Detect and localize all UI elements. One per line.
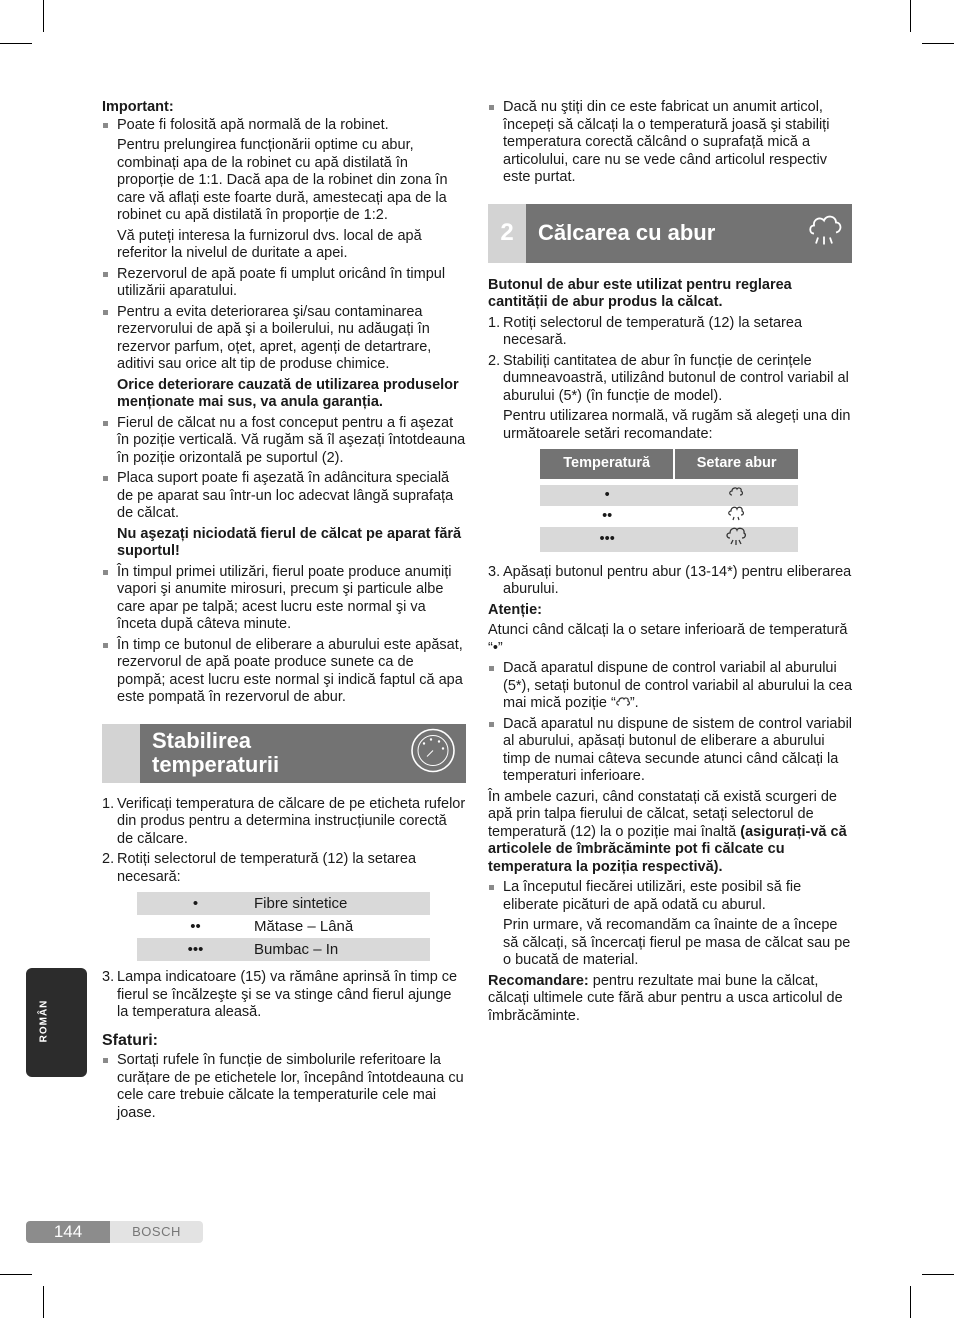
bullet-first-use: În timpul primei utilizări, fierul poate produce anumiți vapori şi anumite mirosuri, precum şi particule albe care apar pe talpă; acest lucru este normal şi va înceta după câteva minute. bbox=[102, 564, 466, 634]
step-3-press-steam: 3. Apăsați butonul pentru abur (13-14*) pentru eliberarea aburului. bbox=[488, 563, 852, 597]
temp-dots: •• bbox=[602, 507, 613, 524]
temp-dots: ••• bbox=[540, 527, 674, 552]
bullet-variable-control: Dacă aparatul dispune de control variabil al aburului (5*), setați butonul de control variabil al aburului la cea mai mică poziție “ ”. bbox=[488, 660, 852, 713]
bullet-no-chemicals: Pentru a evita deteriorarea şi/sau contaminarea rezervorului de apă şi a boilerului, nu adăugați în rezervor parfum, oțet, apret, agenți de detartrare, aditivi sau orice alt tip de produse chimice. bbox=[102, 304, 466, 374]
step-1-rotate-selector: 1. Rotiți selectorul de temperatură (12) la setarea necesară. bbox=[488, 314, 803, 348]
table-row bbox=[137, 892, 430, 915]
crop-mark bbox=[0, 1274, 32, 1275]
recommendation: Recomandare: pentru rezultate mai bune la călcat, călcați ultimele cute fără abur pentru a usca articolul de îmbrăcăminte. bbox=[488, 972, 843, 1024]
column-header-temperature: Temperatură bbox=[540, 449, 674, 479]
bullet-tap-water: Poate fi folosită apă normală de la robinet. bbox=[102, 117, 466, 135]
section-number: 2 bbox=[488, 204, 526, 263]
temp-dots: •• bbox=[190, 917, 201, 935]
crop-mark bbox=[43, 0, 44, 32]
brand-name: BOSCH bbox=[110, 1221, 203, 1243]
table-row bbox=[540, 506, 798, 527]
language-tab bbox=[26, 968, 87, 1077]
table-row bbox=[540, 485, 798, 506]
section-header-temperature bbox=[102, 724, 466, 783]
language-label: ROMÂN bbox=[38, 999, 50, 1043]
crop-mark bbox=[43, 1286, 44, 1318]
page-footer bbox=[26, 1221, 203, 1243]
crop-mark bbox=[0, 43, 32, 44]
bullet-horizontal-position: Fierul de călcat nu a fost conceput pentru a fi aşezat în poziție verticală. Vă rugăm să îl aşezați întotdeauna în poziție orizontală pe suportul (2). bbox=[102, 415, 466, 468]
step-3-indicator-lamp: 3. Lampa indicatoare (15) va rămâne aprinsă în timp ce fierul se încălzeşte şi se va stinge când fierul ajunge la temperatura aleasă. bbox=[102, 969, 458, 1020]
temperature-table bbox=[137, 892, 430, 961]
crop-mark bbox=[922, 1274, 954, 1275]
section-marker bbox=[102, 724, 140, 783]
temp-fabric: Mătase – Lână bbox=[254, 917, 354, 935]
steam-medium-icon bbox=[728, 509, 744, 525]
attention-label: Atenție: bbox=[488, 601, 542, 618]
crop-mark bbox=[922, 43, 954, 44]
paragraph-both-cases: În ambele cazuri, când constatați că există scurgeri de apă prin talpa fierului de călcat, setați selectorul de temperatură (12) la o poziție mai înaltă (asigurați-vă că articolele de îmbrăcăminte pot fi călcate cu temperatura la poziția respectivă). bbox=[488, 788, 847, 875]
crop-mark bbox=[910, 1286, 911, 1318]
section-title-temperature: Stabilirea temperaturii bbox=[152, 728, 280, 777]
attention-text: Atunci când călcați la o setare inferioară de temperatură “•” bbox=[488, 622, 848, 656]
tips-heading: Sfaturi: bbox=[102, 1031, 158, 1049]
bullet-support-plate: Placa suport poate fi aşezată în adâncitura specială de pe aparat sau într-un loc adecvat lângă suprafața de călcat. bbox=[102, 470, 466, 523]
temp-dots: • bbox=[540, 485, 674, 506]
steam-low-icon bbox=[729, 487, 743, 503]
bullet-refill-tank: Rezervorul de apă poate fi umplut oricând în timpul utilizării aparatului. bbox=[102, 266, 466, 301]
warning-support: Nu aşezați niciodată fierul de călcat pe aparat fără suportul! bbox=[117, 525, 462, 559]
section-title-steam: Călcarea cu abur bbox=[538, 220, 716, 245]
bullet-sort-laundry: Sortați rufele în funcție de simbolurile referitoare la curățare de pe etichetele lor, începând întotdeauna cu cele care trebuie călcate la temperaturile cele mai joase. bbox=[102, 1052, 466, 1122]
page-number: 144 bbox=[26, 1221, 110, 1243]
paragraph-mix-ratio: Pentru prelungirea funcționării optime cu abur, combinați apa de la robinet cu apă distilată în proporție de 1:1. Dacă apa de la robinet din zona în care vă aflați este foarte dură, amestecați apa de la robinet cu apă distilată în proporție de 1:2. bbox=[117, 137, 448, 223]
paragraph-recommended-settings: Pentru utilizarea normală, vă rugăm să alegeți una din următoarele setări recomandate: bbox=[503, 408, 851, 442]
crop-mark bbox=[910, 0, 911, 32]
steam-low-icon bbox=[616, 695, 630, 711]
temperature-dial-icon bbox=[410, 728, 456, 779]
steam-intro: Butonul de abur este utilizat pentru reglarea cantității de abur produs la călcat. bbox=[488, 276, 792, 310]
left-column bbox=[102, 99, 466, 1125]
temp-fabric: Fibre sintetice bbox=[254, 892, 430, 915]
section-header-steam bbox=[488, 204, 852, 263]
table-row bbox=[137, 938, 430, 961]
bullet-no-variable-control: Dacă aparatul nu dispune de sistem de control variabil al aburului, apăsați butonul de eliberare a aburului timp de numai câteva secunde atunci când călcați la temperaturi inferioare. bbox=[488, 716, 852, 786]
warning-warranty: Orice deteriorare cauzată de utilizarea produselor menționate mai sus, va anula garanția. bbox=[117, 376, 459, 410]
column-header-steam-setting: Setare abur bbox=[674, 449, 798, 479]
paragraph-test-iron: Prin urmare, vă recomandăm ca înainte de a începe să călcați, să încercați fierul pe masa de călcat sau pe o bucată de material. bbox=[503, 917, 851, 968]
table-row bbox=[137, 915, 430, 938]
paragraph-water-supplier: Vă puteți interesa la furnizorul dvs. local de apă referitor la nivelul de duritate a apei. bbox=[117, 227, 422, 261]
bullet-unknown-fabric: Dacă nu ştiți din ce este fabricat un anumit articol, începeți să călcați la o temperatură joasă şi stabiliți temperatura corectă călcând o suprafață mică a articolului, care nu se vede când articolul respectiv este purtat. bbox=[488, 99, 852, 187]
table-row bbox=[540, 527, 798, 552]
bullet-water-drops: La începutul fiecărei utilizări, este posibil să fie eliberate picături de apă odată cu aburul. bbox=[488, 879, 852, 914]
step-2-steam-amount: 2. Stabiliți cantitatea de abur în funcție de cerințele dumneavoastră, utilizând butonul de control variabil al aburului (5*) (în funcție de model). bbox=[488, 352, 849, 404]
temp-dots: • bbox=[137, 892, 254, 915]
temp-fabric: Bumbac – In bbox=[254, 938, 430, 961]
temp-dots: ••• bbox=[137, 938, 254, 961]
bullet-pump-sounds: În timp ce butonul de eliberare a aburului este apăsat, rezervorul de apă poate produce sunete ca de pompă; acest lucru este normal şi indică faptul că apa este pompată în rezervorul de abur. bbox=[102, 637, 466, 707]
steam-high-icon bbox=[726, 534, 746, 550]
right-column bbox=[488, 99, 852, 1028]
steam-settings-table bbox=[540, 449, 798, 552]
step-2-rotate-selector: 2. Rotiți selectorul de temperatură (12) la setarea necesară: bbox=[102, 851, 417, 885]
step-1-check-label: 1. Verificați temperatura de călcare de pe eticheta rufelor din produs pentru a determina instrucțiunile corectă de călcare. bbox=[102, 795, 466, 847]
steam-icon bbox=[808, 212, 842, 255]
important-label: Important: bbox=[102, 99, 174, 115]
